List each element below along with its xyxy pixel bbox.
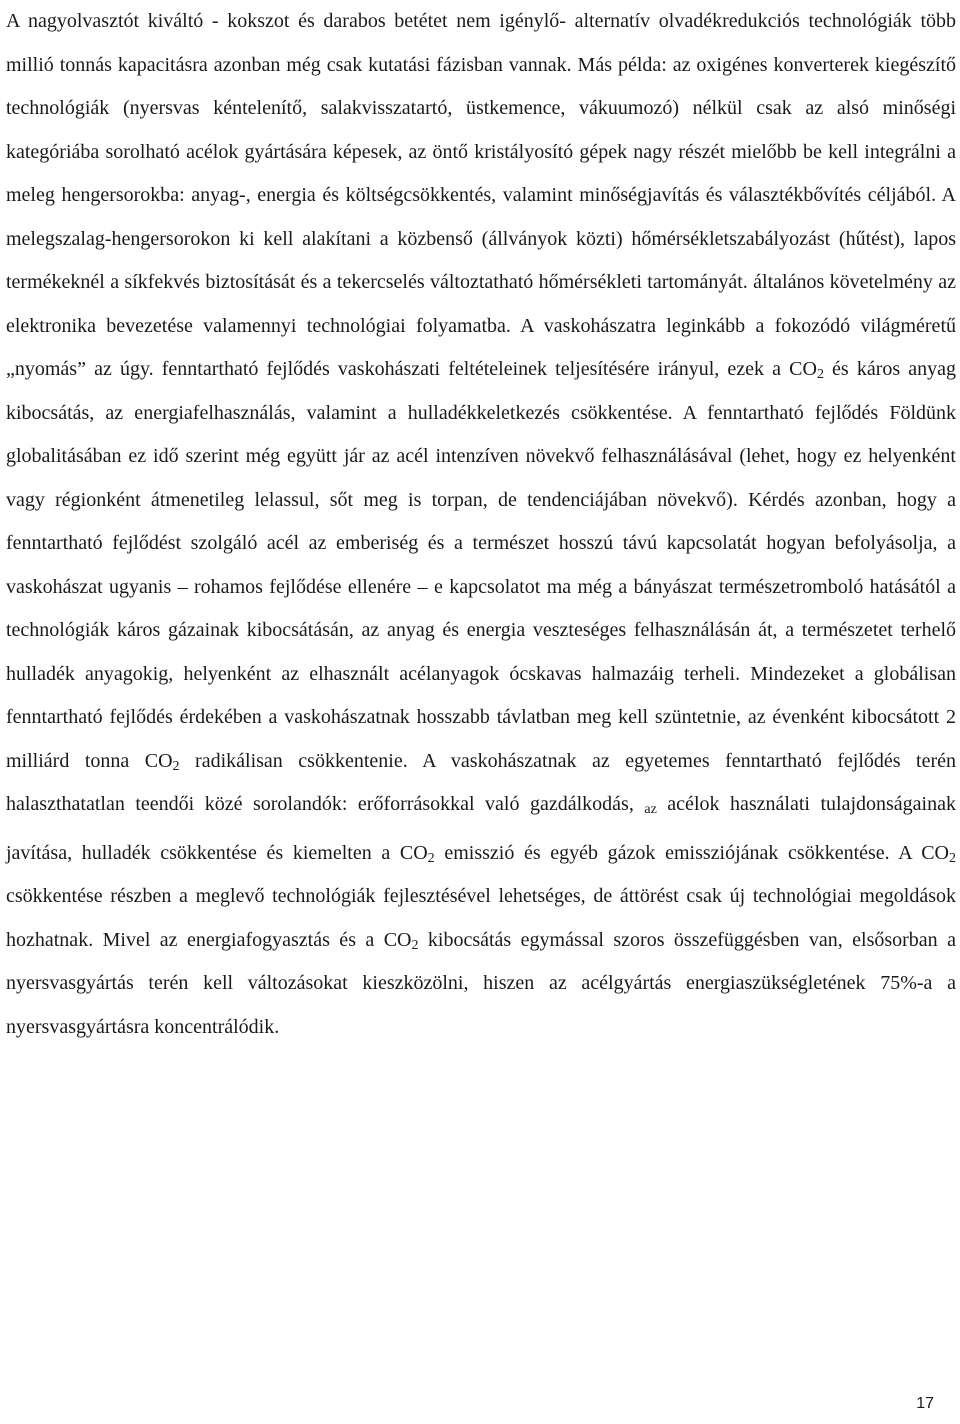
co2-subscript: 2 [816,367,824,382]
paragraph-text-1: A nagyolvasztót kiváltó - kokszot és darabos betétet nem igénylő- alternatív olvadékredukciós technológiák több millió tonnás kapacitásra azonban még csak kutatási fázisban vannak. Más példa: az oxigénes konverterek kiegészítő technológiák (nyersvas kéntelenítő, salakvisszatartó, üstkemence, vákuumozó) nélkül csak az alsó minőségi kategóriába sorolható acélok gyártására képesek, az öntő kristályosító gépek nagy részét mielőbb be kell integrálni a meleg hengersorokba: anyag-, energia és költségcsökkentés, valamint minőségjavítás és választékbővítés céljából. A melegszalag-hengersorokon ki kell alakítani a közbenső (állványok közti) hőmérsékletszabályozást (hűtést), lapos termékeknél a síkfekvés biztosítását és a tekercselés változtatható hőmérsékleti tartományát. általános követelmény az elektronika bevezetése valamennyi technológiai folyamatba. A vaskohászatra leginkább a fokozódó világméretű „nyomás” az úgy. fenntartható fejlődés vaskohászati feltételeinek teljesítésére irányul, ezek a CO [6,10,956,380]
co2-subscript: 2 [411,937,419,953]
co2-subscript: 2 [949,850,956,866]
paragraph-text-2: és káros anyag kibocsátás, az energiafelhasználás, valamint a hulladékkeletkezés csökkentése. A fenntartható fejlődés Földünk globalitásában ez idő szerint még együtt jár az acél intenzíven növekvő felhasználásával (lehet, hogy ez helyenként vagy régionként átmenetileg lelassul, sőt meg is torpan, de tendenciájában növekvő). Kérdés azonban, hogy a fenntartható fejlődést szolgáló acél az emberiség és a természet hosszú távú kapcsolatát hogyan befolyásolja, a vaskohászat ugyanis – rohamos fejlődése ellenére – e kapcsolatot ma még a bányászat természetromboló hatásától a technológiák káros gázainak kibocsátásán, az anyag és energia veszteséges felhasználásán át, a természetet terhelő hulladék anyagokig, helyenként az elhasznált acélanyagok ócskavas halmazáig terheli. Mindezeket a globálisan fenntartható fejlődés érdekében a vaskohászatnak hosszabb távlatban meg kell szüntetnie, az évenként kibocsátott 2 milliárd tonna CO [6,358,957,772]
paragraph-text-3: radikálisan csökkentenie. A vaskohászatnak az egyetemes fenntartható fejlődés terén halaszthatatlan teendői közé sorolandók: erőforrásokkal való gazdálkodás, [6,749,956,815]
paragraph-text-4: acélok használati tulajdonságainak javítása, hulladék csökkentése és kiemelten a CO [6,793,956,864]
paragraph-text-6: csökkentése részben a meglevő technológiák fejlesztésével lehetséges, de áttörést csak új technológiai megoldások hozhatnak. Mivel az energiafogyasztás és a CO [6,885,956,951]
paragraph-text-7: kibocsátás egymással szoros összefüggésben van, elsősorban a nyersvasgyártás terén kell változásokat kieszközölni, hiszen az acélgyártás energiaszükségletének 75%-a a nyersvasgyártásra koncentrálódik. [6,928,956,1038]
co2-subscript: 2 [427,850,435,866]
page-number: 17 [916,1395,934,1412]
body-paragraph [6,0,956,1049]
co2-subscript: 2 [172,758,180,774]
small-article-text: az [644,802,657,817]
paragraph-text-5: emisszió és egyéb gázok emissziójának csökkentése. A CO [434,841,949,864]
